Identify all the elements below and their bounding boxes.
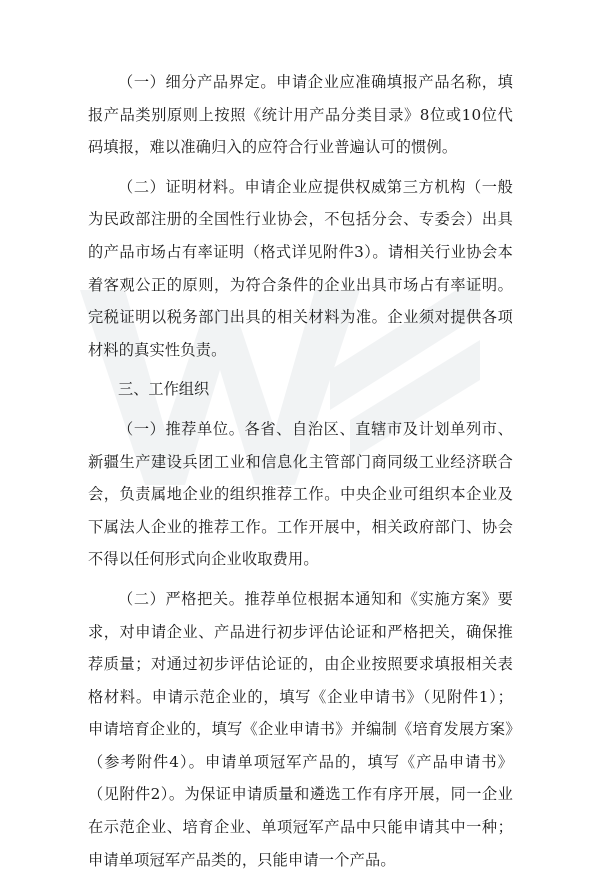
paragraph-product-definition: （一）细分产品界定。申请企业应准确填报产品名称，填报产品类别原则上按照《统计用产品分类目录》8位或10位代码填报，难以准确归入的应符合行业普遍认可的惯例。 — [88, 73, 513, 157]
paragraph-proof-materials: （二）证明材料。申请企业应提供权威第三方机构（一般为民政部注册的全国性行业协会，不包括分会、专委会）出具的产品市场占有率证明（格式详见附件3）。请相关行业协会本着客观公正的原则，为符合条件的企业出具市场占有率证明。完税证明以税务部门出具的相关材料为准。企业须对提供各项材料的真实性负责。 — [88, 177, 513, 359]
paragraph-recommending-units: （一）推荐单位。各省、自治区、直辖市及计划单列市、新疆生产建设兵团工业和信息化主管部门商同级工业经济联合会，负责属地企业的组织推荐工作。中央企业可组织本企业及下属法人企业的推荐工作。工作开展中，相关政府部门、协会不得以任何形式向企业收取费用。 — [88, 419, 513, 569]
section-heading-work-organization: 三、工作组织 — [118, 380, 210, 399]
document-body — [88, 66, 513, 885]
paragraph-strict-review: （二）严格把关。推荐单位根据本通知和《实施方案》要求，对申请企业、产品进行初步评估论证和严格把关，确保推荐质量；对通过初步评估论证的，由企业按照要求填报相关表格材料。申请示范企业的，填写《企业申请书》（见附件1）；申请培育企业的，填写《企业申请书》并编制《培育发展方案》（参考附件4）。申请单项冠军产品的，填写《产品申请书》（见附件2）。为保证申请质量和遴选工作有序开展，同一企业在示范企业、培育企业、单项冠军产品中只能申请其中一种；申请单项冠军产品类的，只能申请一个产品。 — [88, 589, 513, 869]
